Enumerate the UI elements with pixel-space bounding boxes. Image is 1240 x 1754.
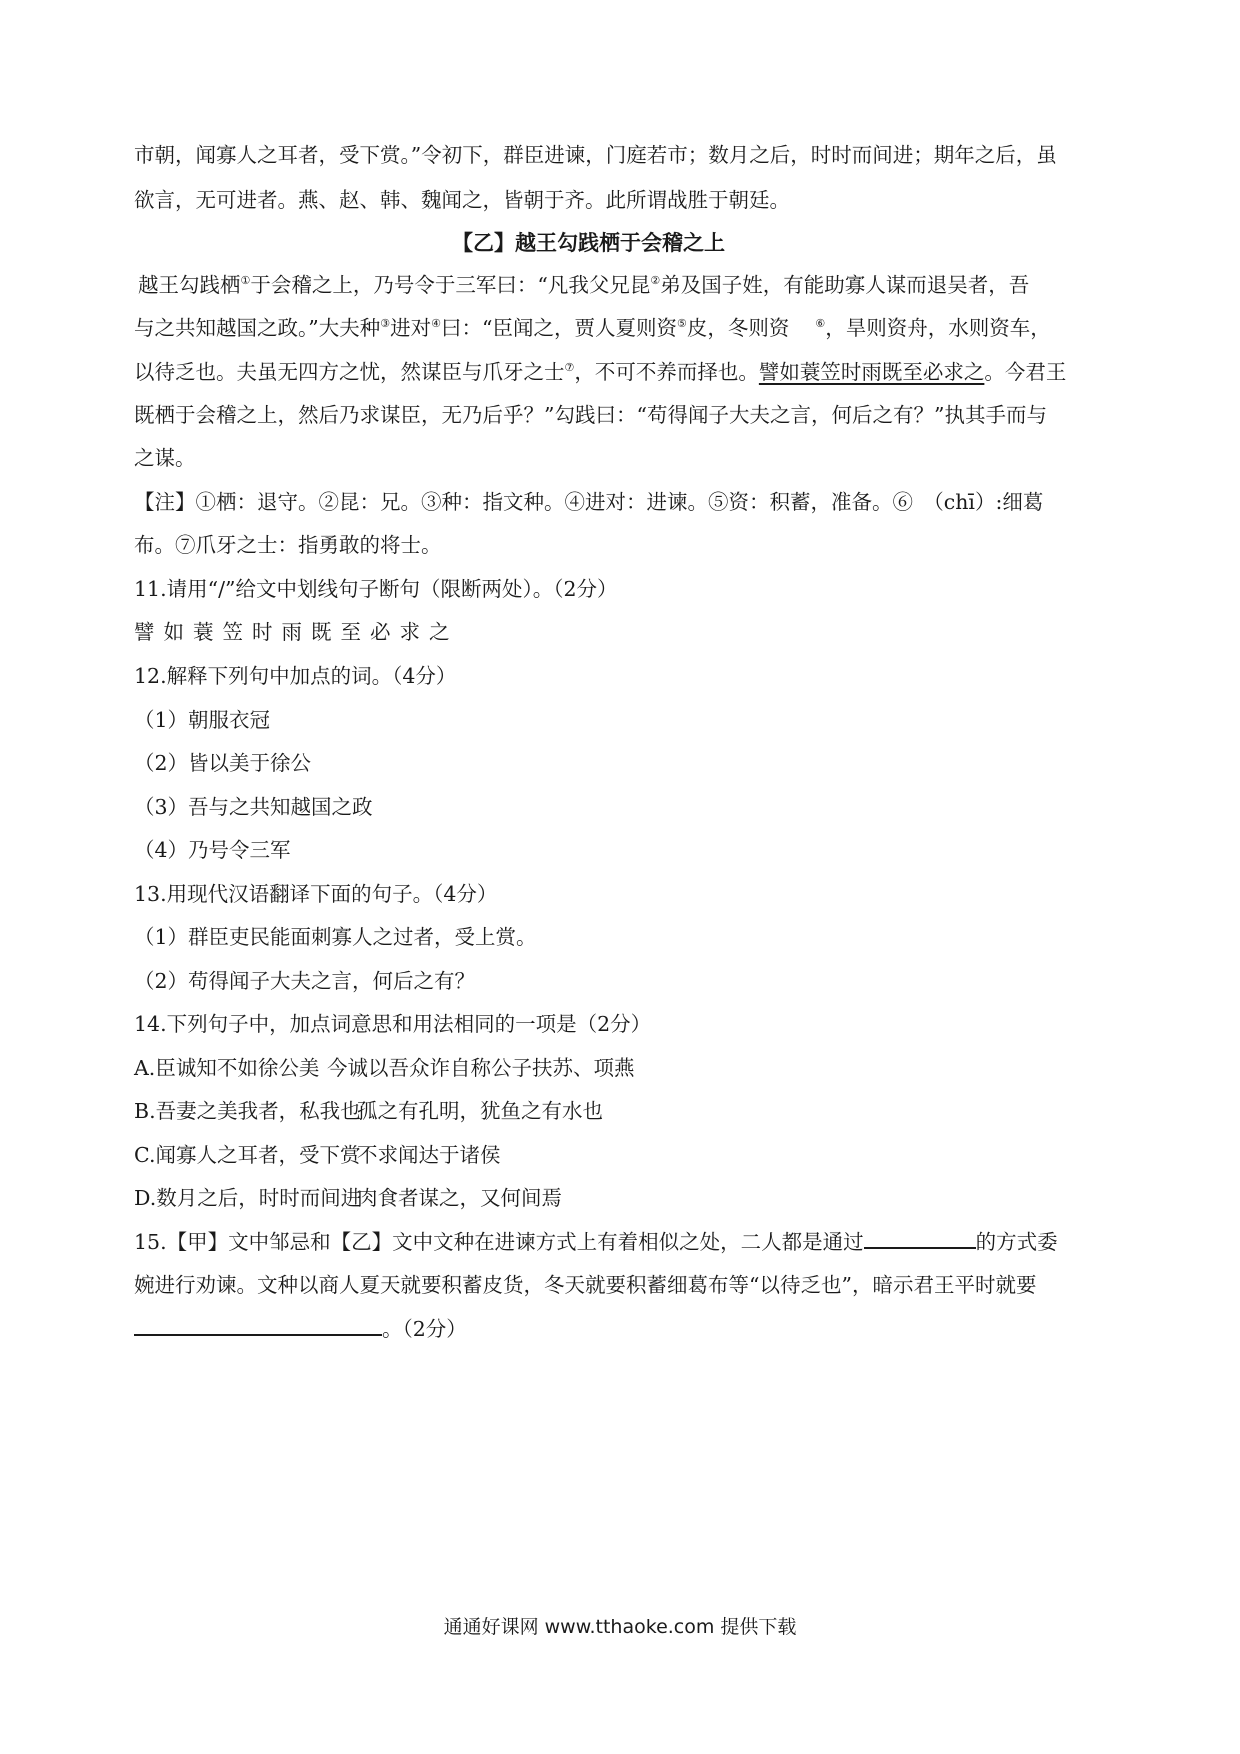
question-14-option: D.数月之后，时时而间进肉食者谋之，又何间焉 <box>134 1186 562 1210</box>
question-13-item: （1）群臣吏民能面刺寡人之过者，受上赏。 <box>134 925 537 949</box>
question-12-item: （1）朝服衣冠 <box>134 708 271 732</box>
question-15-line: 。（2分） <box>134 1315 467 1343</box>
question-13-item: （2）苟得闻子大夫之言，何后之有？ <box>134 969 476 993</box>
footer-download-notice: 通通好课网 www.tthaoke.com 提供下载 <box>443 1616 797 1638</box>
jia-text-line: 欲言，无可进者。燕、赵、韩、魏闻之，皆朝于齐。此所谓战胜于朝廷。 <box>134 188 790 212</box>
question-12-item: （4）乃号令三军 <box>134 838 291 862</box>
notes-line: 布。⑦爪牙之士：指勇敢的将士。 <box>134 533 442 557</box>
section-title-yi: 【乙】越王勾践栖于会稽之上 <box>452 231 725 255</box>
question-15-line: 婉进行劝谏。文种以商人夏天就要积蓄皮货，冬天就要积蓄细葛布等“以待乏也”，暗示君王平时就要 <box>134 1273 1037 1297</box>
question-15-line: 15.【甲】文中邹忌和【乙】文中文种在进谏方式上有着相似之处，二人都是通过 的方式委 <box>134 1230 1058 1254</box>
answer-blank-2[interactable] <box>134 1316 382 1336</box>
question-12-item: （2）皆以美于徐公 <box>134 751 312 775</box>
yi-text-line: 越王勾践栖①于会稽之上，乃号令于三军曰：“凡我父兄昆②弟及国子姓，有能助寡人谋而退吴者，吾 <box>138 273 1030 297</box>
question-11-prompt: 11.请用“/”给文中划线句子断句（限断两处）。（2分） <box>134 577 618 601</box>
question-13-prompt: 13.用现代汉语翻译下面的句子。（4分） <box>134 882 498 906</box>
question-12-item: （3）吾与之共知越国之政 <box>134 795 373 819</box>
notes-line: 【注】①栖：退守。②昆：兄。③种：指文种。④进对：进谏。⑤资：积蓄，准备。⑥ （chī）:细葛 <box>134 490 1044 514</box>
underlined-sentence: 譬如蓑笠时雨既至必求之 <box>758 360 985 384</box>
yi-text-line: 与之共知越国之政。”大夫种③进对④曰：“臣闻之，贾人夏则资⑤皮，冬则资 ⑥，旱则资舟，水则资车， <box>134 316 1051 340</box>
yi-text-line: 之谋。 <box>134 446 196 470</box>
question-14-option: C.闻寡人之耳者，受下赏不求闻达于诸侯 <box>134 1143 501 1167</box>
question-14-prompt: 14.下列句子中，加点词意思和用法相同的一项是（2分） <box>134 1012 652 1036</box>
yi-text-line: 以待乏也。夫虽无四方之忧，然谋臣与爪牙之士⑦，不可不养而择也。譬如蓑笠时雨既至必求之。今君王 <box>134 360 1067 384</box>
question-12-prompt: 12.解释下列句中加点的词。（4分） <box>134 664 457 688</box>
jia-text-line: 市朝，闻寡人之耳者，受下赏。”令初下，群臣进谏，门庭若市；数月之后，时时而间进；期年之后，虽 <box>134 143 1057 167</box>
question-11-sentence: 譬如蓑笠时雨既至必求之 <box>134 620 459 644</box>
yi-text-line: 既栖于会稽之上，然后乃求谋臣，无乃后乎？”勾践曰：“苟得闻子大夫之言，何后之有？”执其手而与 <box>134 403 1047 427</box>
answer-blank-1[interactable] <box>864 1229 976 1249</box>
question-14-option: B.吾妻之美我者，私我也孤之有孔明，犹鱼之有水也 <box>134 1099 603 1123</box>
question-14-option: A.臣诚知不如徐公美 今诚以吾众诈自称公子扶苏、项燕 <box>134 1056 635 1080</box>
